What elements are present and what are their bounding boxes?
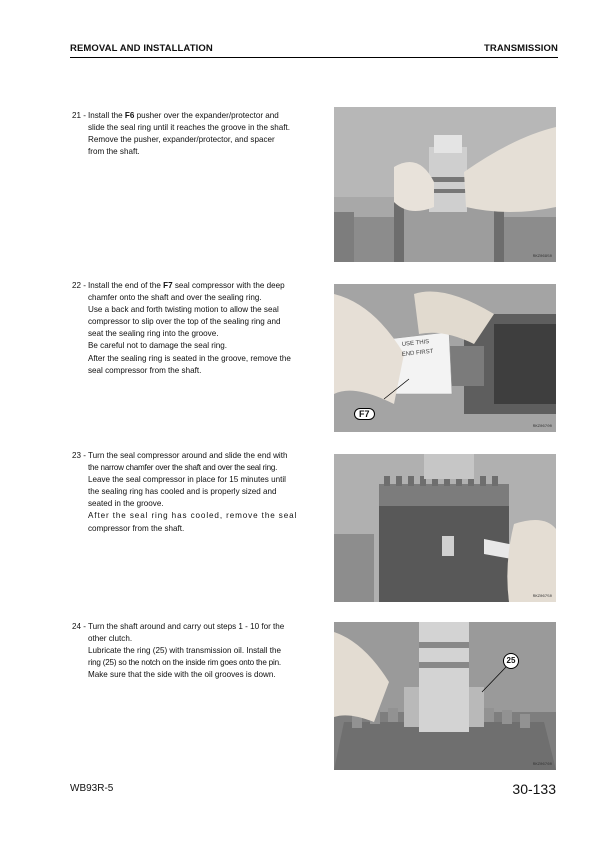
- header-rule: [70, 57, 558, 58]
- tool-marking: END FIRST: [401, 348, 434, 358]
- step-number: 21 -: [72, 111, 86, 120]
- step-24: [72, 621, 320, 681]
- step-line: After the sealing ring is seated in the groove, remove the: [88, 353, 291, 363]
- step-line: seated in the groove.: [88, 499, 164, 509]
- step-line: seat the sealing ring into the groove.: [88, 329, 219, 339]
- step-line: Install the end of the F7 seal compressor with the deep: [88, 281, 285, 290]
- step-line: Be careful not to damage the seal ring.: [88, 341, 228, 351]
- model-number: WB93R-5: [70, 783, 114, 794]
- step-line: slide the seal ring until it reaches the groove in the shaft.: [88, 123, 291, 133]
- step-line: Leave the seal compressor in place for 15 minutes until: [88, 475, 286, 485]
- step-line: Turn the shaft around and carry out steps 1 - 10 for the: [88, 622, 285, 631]
- figure-code: RKZ06750: [532, 595, 552, 599]
- step-number: 24 -: [72, 622, 86, 631]
- photo-step-24: [334, 622, 556, 770]
- step-21: [72, 110, 320, 158]
- step-line: the sealing ring has cooled and is properly sized and: [88, 487, 277, 497]
- callout-f7: F7: [354, 408, 375, 420]
- step-line: After the seal ring has cooled, remove the seal: [88, 511, 298, 521]
- photo-drawing: [334, 454, 556, 602]
- step-line: Use a back and forth twisting motion to allow the seal: [88, 305, 279, 315]
- step-line: Make sure that the side with the oil grooves is down.: [88, 670, 276, 680]
- photo-step-21: [334, 107, 556, 262]
- photo-drawing: [334, 107, 556, 262]
- tool-ref: F7: [163, 281, 173, 290]
- step-line: Lubricate the ring (25) with transmission oil. Install the: [88, 646, 281, 656]
- figure-code: RKZ06950: [532, 255, 552, 259]
- step-line: seal compressor from the shaft.: [88, 365, 202, 375]
- photo-step-22: [334, 284, 556, 432]
- section-title: REMOVAL AND INSTALLATION: [70, 43, 213, 54]
- step-23: [72, 450, 320, 535]
- step-line: compressor to slip over the top of the sealing ring and: [88, 317, 281, 327]
- step-number: 23 -: [72, 451, 86, 460]
- step-line: ring (25) so the notch on the inside rim goes onto the pin.: [88, 658, 281, 668]
- tool-marking: USE THIS: [401, 339, 430, 348]
- step-line: Remove the pusher, expander/protector, and spacer: [88, 135, 275, 145]
- figure-code: RKZ06760: [532, 763, 552, 767]
- step-line: other clutch.: [88, 634, 133, 644]
- step-line: Turn the seal compressor around and slide the end with: [88, 451, 288, 460]
- step-line: the narrow chamfer over the shaft and over the seal ring.: [88, 463, 278, 473]
- tool-ref: F6: [124, 111, 135, 120]
- callout-25: 25: [503, 653, 519, 669]
- chapter-title: TRANSMISSION: [483, 43, 558, 54]
- page-number: 30-133: [512, 781, 556, 797]
- step-line: compressor from the shaft.: [88, 523, 185, 533]
- step-line: chamfer onto the shaft and over the sealing ring.: [88, 293, 262, 303]
- photo-drawing: [334, 622, 556, 770]
- photo-step-23: [334, 454, 556, 602]
- step-number: 22 -: [72, 281, 86, 290]
- figure-code: RKZ06700: [532, 425, 552, 429]
- step-22: [72, 280, 320, 377]
- step-line: from the shaft.: [88, 147, 140, 157]
- step-line: Install the F6 pusher over the expander/protector and: [88, 111, 279, 120]
